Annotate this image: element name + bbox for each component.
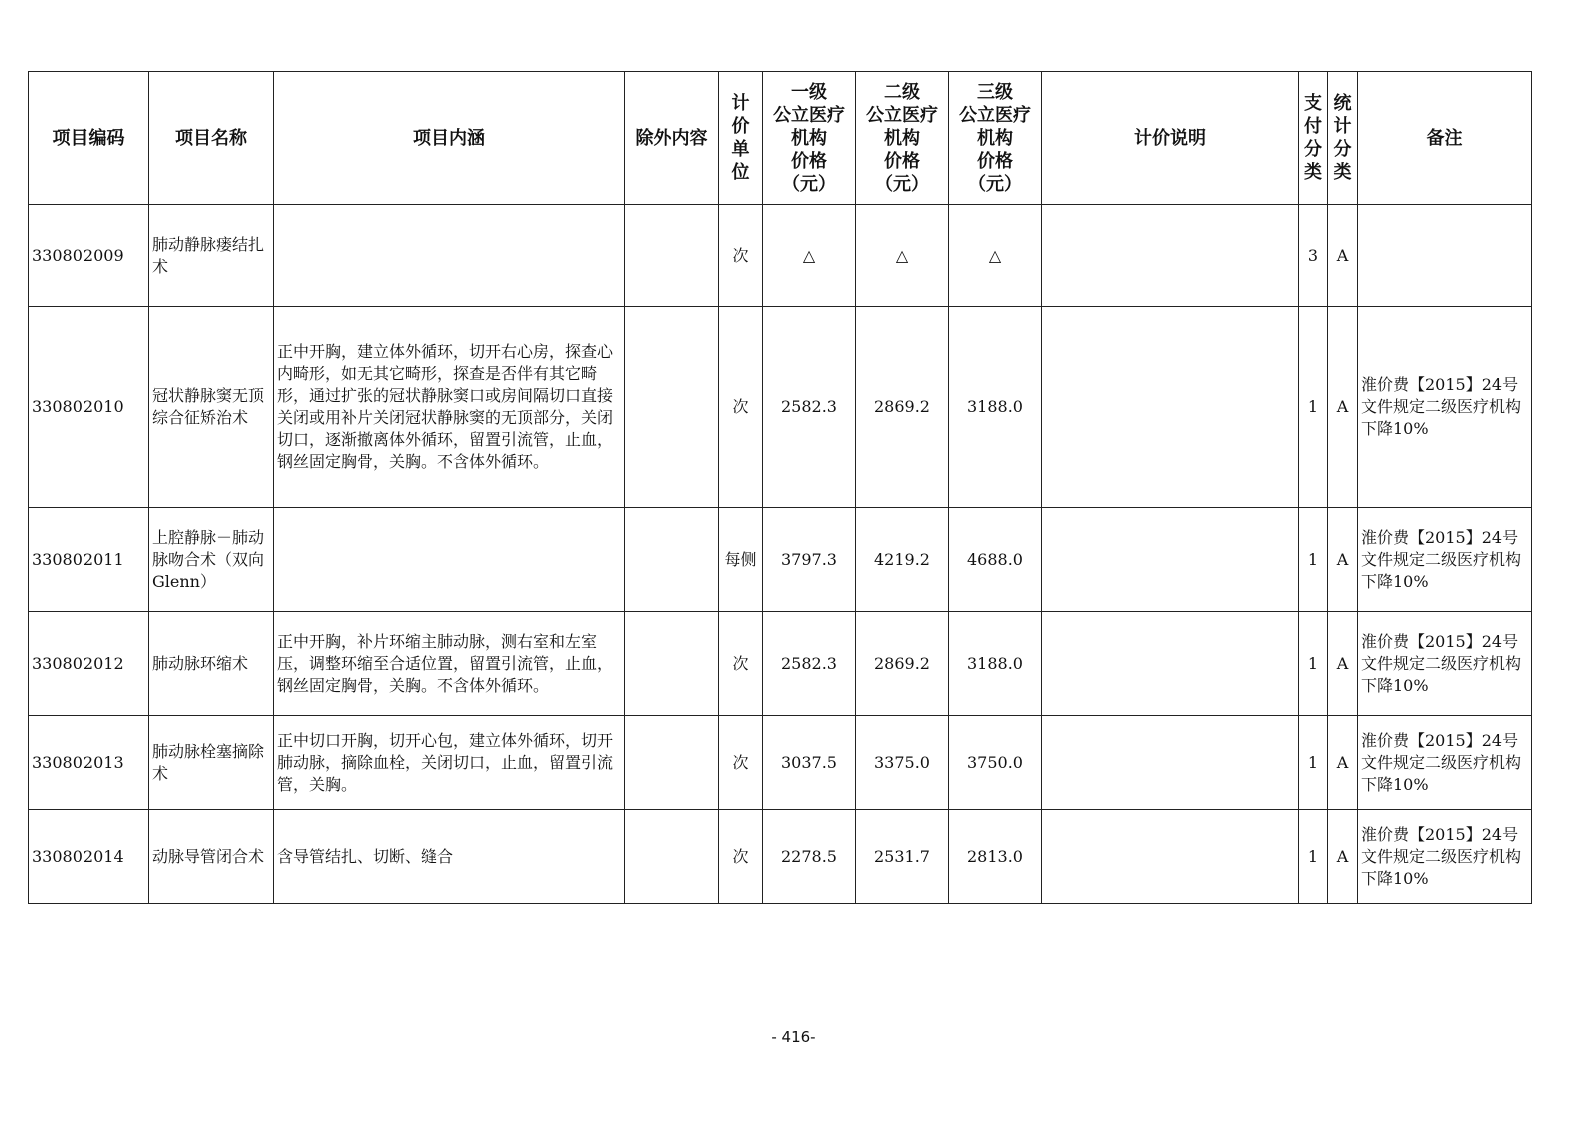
cell-stat-class: A (1328, 716, 1358, 810)
cell-unit: 次 (719, 612, 763, 716)
cell-price1: 3797.3 (763, 508, 856, 612)
cell-content: 正中开胸，补片环缩主肺动脉，测右室和左室压，调整环缩至合适位置，留置引流管，止血，钢丝固定胸骨，关胸。不含体外循环。 (274, 612, 625, 716)
table-row (29, 307, 1532, 508)
cell-content (274, 508, 625, 612)
cell-price1: 3037.5 (763, 716, 856, 810)
cell-content: 含导管结扎、切断、缝合 (274, 810, 625, 904)
header-unit (719, 72, 763, 205)
page-number: - 416- (771, 1028, 816, 1046)
cell-stat-class: A (1328, 612, 1358, 716)
cell-price1: 2278.5 (763, 810, 856, 904)
cell-exclusion (625, 205, 719, 307)
header-unit-text: 计价单位 (731, 93, 750, 183)
cell-exclusion (625, 810, 719, 904)
cell-exclusion (625, 307, 719, 508)
cell-remark: 淮价费【2015】24号文件规定二级医疗机构下降10% (1358, 307, 1532, 508)
cell-pay-class: 1 (1299, 307, 1328, 508)
cell-pay-class: 1 (1299, 716, 1328, 810)
header-remark: 备注 (1358, 72, 1532, 205)
cell-price3: 3188.0 (949, 612, 1042, 716)
header-name: 项目名称 (149, 72, 274, 205)
cell-pay-class: 3 (1299, 205, 1328, 307)
cell-code: 330802014 (29, 810, 149, 904)
cell-pricing-note (1042, 508, 1299, 612)
cell-name: 冠状静脉窦无顶综合征矫治术 (149, 307, 274, 508)
cell-price2: △ (856, 205, 949, 307)
cell-unit: 次 (719, 307, 763, 508)
header-row (29, 72, 1532, 205)
price-table (28, 71, 1532, 904)
cell-remark (1358, 205, 1532, 307)
header-pricing-note: 计价说明 (1042, 72, 1299, 205)
table-row (29, 205, 1532, 307)
cell-content: 正中开胸，建立体外循环，切开右心房，探查心内畸形，如无其它畸形，探查是否伴有其它畸形，通过扩张的冠状静脉窦口或房间隔切口直接关闭或用补片关闭冠状静脉窦的无顶部分，关闭切口，逐渐撤离体外循环，留置引流管，止血，钢丝固定胸骨，关胸。不含体外循环。 (274, 307, 625, 508)
cell-price3: 4688.0 (949, 508, 1042, 612)
cell-price2: 2869.2 (856, 612, 949, 716)
cell-name: 上腔静脉－肺动脉吻合术（双向Glenn） (149, 508, 274, 612)
cell-pay-class: 1 (1299, 612, 1328, 716)
cell-stat-class: A (1328, 508, 1358, 612)
header-stat-class (1328, 72, 1358, 205)
cell-stat-class: A (1328, 307, 1358, 508)
cell-unit: 次 (719, 716, 763, 810)
table-row (29, 716, 1532, 810)
cell-code: 330802010 (29, 307, 149, 508)
cell-exclusion (625, 716, 719, 810)
cell-code: 330802013 (29, 716, 149, 810)
cell-content: 正中切口开胸，切开心包，建立体外循环，切开肺动脉，摘除血栓，关闭切口，止血，留置引流管，关胸。 (274, 716, 625, 810)
table-row (29, 810, 1532, 904)
cell-code: 330802012 (29, 612, 149, 716)
cell-price1: 2582.3 (763, 307, 856, 508)
cell-pricing-note (1042, 810, 1299, 904)
header-price1: 一级 公立医疗 机构 价格 （元） (763, 72, 856, 205)
cell-name: 肺动脉栓塞摘除术 (149, 716, 274, 810)
cell-price1: 2582.3 (763, 612, 856, 716)
header-price2: 二级 公立医疗 机构 价格 （元） (856, 72, 949, 205)
header-exclusion: 除外内容 (625, 72, 719, 205)
cell-unit: 次 (719, 205, 763, 307)
cell-exclusion (625, 612, 719, 716)
cell-code: 330802009 (29, 205, 149, 307)
header-code: 项目编码 (29, 72, 149, 205)
cell-pricing-note (1042, 307, 1299, 508)
cell-price2: 2869.2 (856, 307, 949, 508)
cell-content (274, 205, 625, 307)
header-pay-class-text: 支付分类 (1304, 93, 1322, 183)
cell-name: 肺动静脉瘘结扎术 (149, 205, 274, 307)
cell-unit: 每侧 (719, 508, 763, 612)
cell-pricing-note (1042, 612, 1299, 716)
cell-name: 肺动脉环缩术 (149, 612, 274, 716)
cell-pay-class: 1 (1299, 508, 1328, 612)
cell-remark: 淮价费【2015】24号文件规定二级医疗机构下降10% (1358, 810, 1532, 904)
cell-price3: 3188.0 (949, 307, 1042, 508)
cell-unit: 次 (719, 810, 763, 904)
cell-pricing-note (1042, 716, 1299, 810)
cell-remark: 淮价费【2015】24号文件规定二级医疗机构下降10% (1358, 612, 1532, 716)
cell-price3: 3750.0 (949, 716, 1042, 810)
cell-stat-class: A (1328, 810, 1358, 904)
cell-remark: 淮价费【2015】24号文件规定二级医疗机构下降10% (1358, 716, 1532, 810)
cell-code: 330802011 (29, 508, 149, 612)
header-price3: 三级 公立医疗 机构 价格 （元） (949, 72, 1042, 205)
cell-price2: 2531.7 (856, 810, 949, 904)
cell-price2: 3375.0 (856, 716, 949, 810)
cell-price3: △ (949, 205, 1042, 307)
cell-stat-class: A (1328, 205, 1358, 307)
header-pay-class (1299, 72, 1328, 205)
cell-pay-class: 1 (1299, 810, 1328, 904)
cell-price2: 4219.2 (856, 508, 949, 612)
cell-remark: 淮价费【2015】24号文件规定二级医疗机构下降10% (1358, 508, 1532, 612)
header-stat-class-text: 统计分类 (1333, 93, 1352, 183)
cell-price3: 2813.0 (949, 810, 1042, 904)
cell-price1: △ (763, 205, 856, 307)
header-content: 项目内涵 (274, 72, 625, 205)
table-row (29, 508, 1532, 612)
cell-pricing-note (1042, 205, 1299, 307)
cell-name: 动脉导管闭合术 (149, 810, 274, 904)
cell-exclusion (625, 508, 719, 612)
table-row (29, 612, 1532, 716)
